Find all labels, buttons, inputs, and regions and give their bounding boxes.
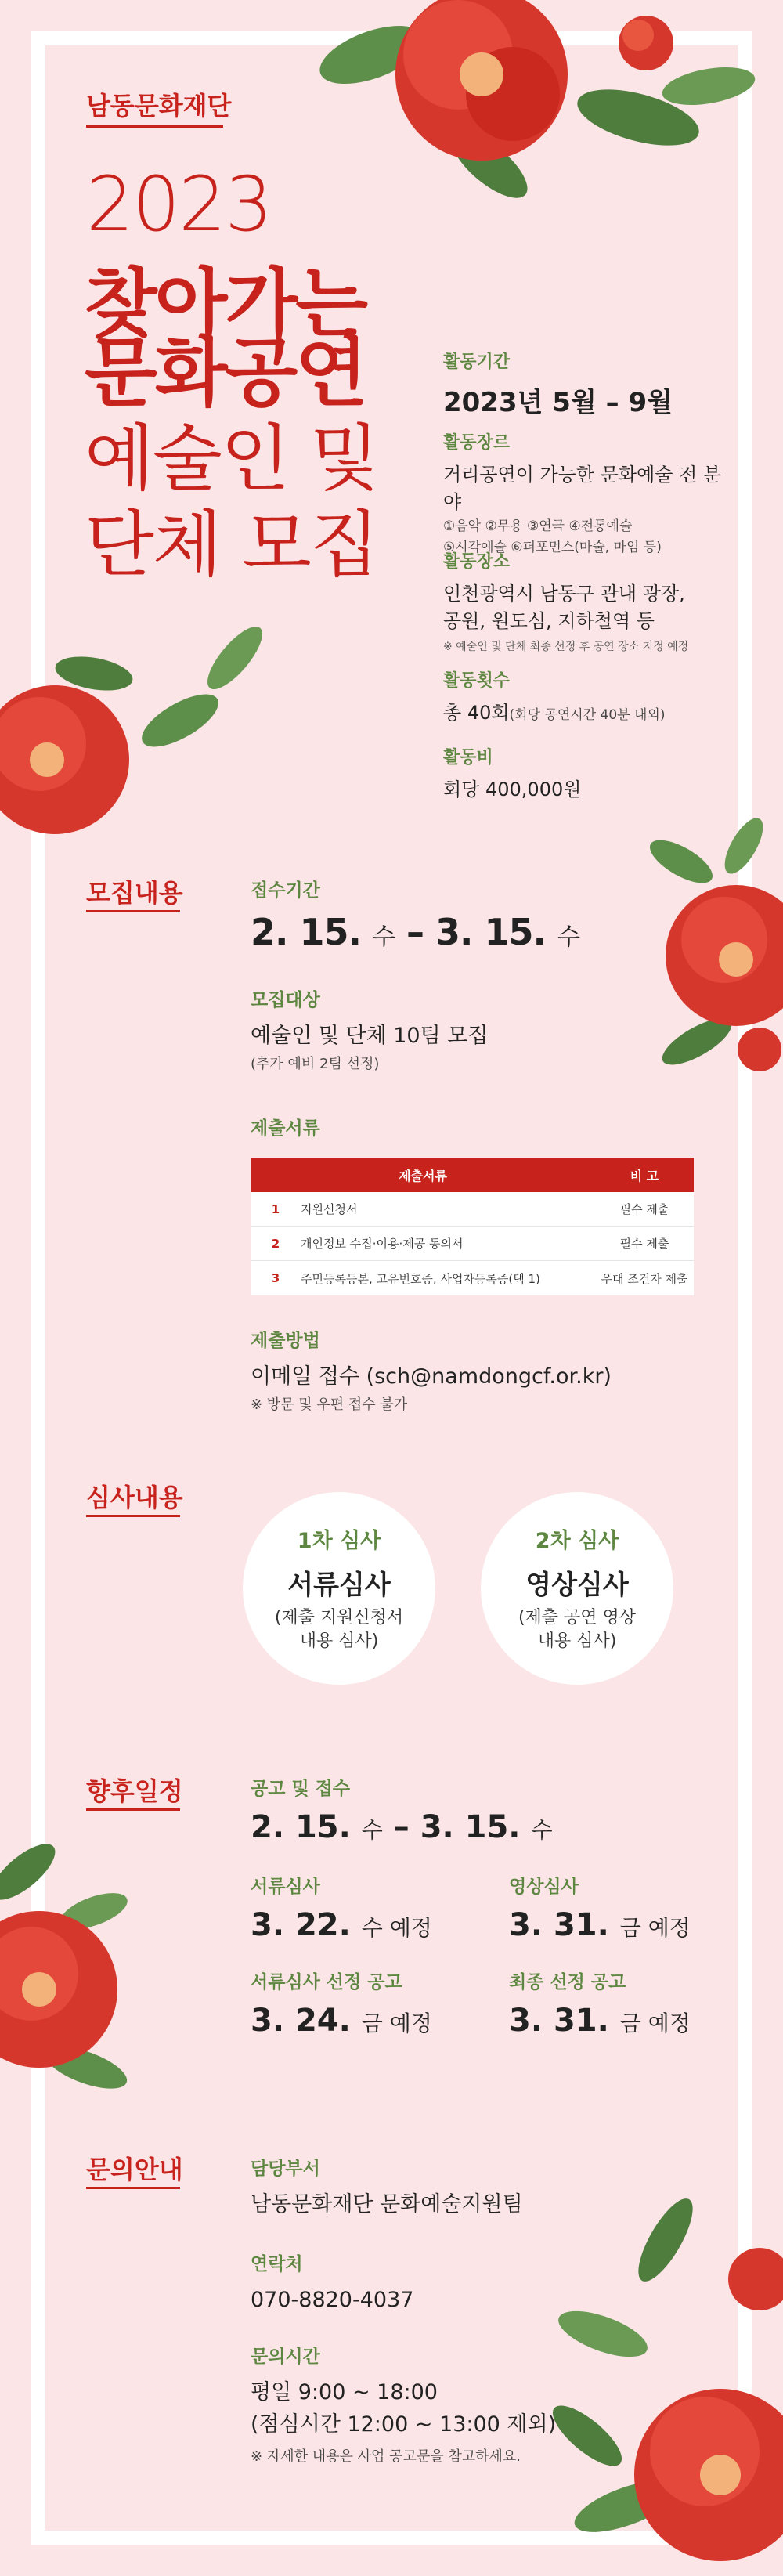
section-title-recruit: 모집내용 <box>86 878 183 908</box>
table-row <box>251 1192 694 1227</box>
camellia-flower-top-right <box>301 0 783 235</box>
schedule-doc-review-label: 서류심사 <box>251 1877 320 1897</box>
recruit-period <box>251 876 579 953</box>
contact-dept <box>251 2154 523 2221</box>
info-place-label: 활동장소 <box>443 552 511 572</box>
recruit-target-value: 예술인 및 단체 10팀 모집 <box>251 1024 489 1048</box>
recruit-method-value: 이메일 접수 (sch@namdongcf.or.kr) <box>251 1364 612 1389</box>
info-genre-list-1: ①음악 ②무용 ③연극 ④전통예술 <box>443 518 633 534</box>
recruit-period-dash: – <box>406 911 424 953</box>
review-first-desc-1: (제출 지원신청서 <box>274 1608 404 1628</box>
schedule-video-review-label: 영상심사 <box>509 1877 579 1897</box>
schedule-final-date: 3. 31. <box>509 2003 609 2039</box>
schedule-notice-start: 2. 15. <box>251 1809 351 1845</box>
table-row <box>251 1261 694 1295</box>
schedule-notice-start-day: 수 <box>361 1817 383 1843</box>
review-first-label: 1차 심사 <box>297 1529 381 1554</box>
table-header-note: 비 고 <box>630 1168 659 1183</box>
table-cell-doc: 개인정보 수집·이용·제공 동의서 <box>301 1237 464 1251</box>
contact-hours-label: 문의시간 <box>251 2347 320 2367</box>
contact-phone-value: 070-8820-4037 <box>251 2288 414 2312</box>
table-cell-doc: 주민등록등본, 고유번호증, 사업자등록증(택 1) <box>301 1271 540 1286</box>
section-title-review: 심사내용 <box>86 1483 183 1512</box>
table-cell-doc: 지원신청서 <box>301 1202 358 1216</box>
recruit-period-end: 3. 15. <box>435 911 546 953</box>
contact-hours <box>251 2342 556 2466</box>
schedule-notice <box>251 1774 553 1845</box>
review-second-label: 2차 심사 <box>535 1529 619 1554</box>
info-genre <box>443 429 725 558</box>
table-cell-no: 3 <box>271 1271 280 1285</box>
schedule-video-review-date: 3. 31. <box>509 1907 609 1943</box>
info-place-value-2: 공원, 원도심, 지하철역 등 <box>443 609 655 632</box>
schedule-notice-label: 공고 및 접수 <box>251 1779 351 1799</box>
info-genre-label: 활동장르 <box>443 433 511 453</box>
info-place-note: ※ 예술인 및 단체 최종 선정 후 공연 장소 지정 예정 <box>443 640 689 653</box>
section-title-schedule: 향후일정 <box>86 1776 183 1806</box>
table-row <box>251 1227 694 1261</box>
camellia-flower-left-lower <box>0 1841 141 2107</box>
title-line-1: 찾아가는 <box>85 260 366 348</box>
schedule-doc-result-date: 3. 24. <box>251 2003 351 2039</box>
documents-table-header <box>251 1158 694 1192</box>
recruit-period-start-day: 수 <box>373 923 395 951</box>
recruit-method-note: ※ 방문 및 우편 접수 불가 <box>251 1396 408 1413</box>
table-cell-note: 우대 조건자 제출 <box>601 1271 688 1286</box>
review-second-title: 영상심사 <box>525 1570 629 1602</box>
contact-dept-value: 남동문화재단 문화예술지원팀 <box>251 2192 523 2217</box>
title-year: 2023 <box>86 161 272 248</box>
info-genre-value: 거리공연이 가능한 문화예술 전 분야 <box>443 464 722 513</box>
info-period-label: 활동기간 <box>443 352 511 372</box>
section-underline-recruit <box>86 910 180 912</box>
contact-phone-label: 연락처 <box>251 2254 303 2274</box>
recruit-docs-label: 제출서류 <box>251 1118 320 1139</box>
contact-dept-label: 담당부서 <box>251 2159 320 2179</box>
section-underline-schedule <box>86 1808 180 1811</box>
schedule-doc-result-day: 금 예정 <box>361 2011 432 2036</box>
schedule-doc-review-day: 수 예정 <box>361 1915 432 1941</box>
review-second-desc-1: (제출 공연 영상 <box>518 1608 637 1628</box>
section-underline-review <box>86 1515 180 1517</box>
review-circle-first <box>243 1492 435 1685</box>
schedule-final-day: 금 예정 <box>619 2011 691 2036</box>
review-first-desc-2: 내용 심사) <box>299 1631 379 1651</box>
camellia-flower-right-mid <box>650 815 783 1081</box>
schedule-doc-result-label: 서류심사 선정 공고 <box>251 1972 402 1993</box>
info-place-value-1: 인천광역시 남동구 관내 광장, <box>443 583 685 605</box>
title-line-2: 문화공연 <box>85 329 366 417</box>
schedule-final <box>509 1967 691 2039</box>
info-count-note: (회당 공연시간 40분 내외) <box>509 707 666 723</box>
title-line-4: 단체 모집 <box>85 503 378 587</box>
table-cell-note: 필수 제출 <box>619 1202 669 1216</box>
review-circle-second <box>481 1492 673 1685</box>
recruit-method-label: 제출방법 <box>251 1331 320 1351</box>
review-second-desc-2: 내용 심사) <box>537 1631 617 1651</box>
schedule-doc-result <box>251 1967 432 2039</box>
info-place <box>443 548 725 654</box>
camellia-flower-left-mid <box>0 627 282 854</box>
recruit-target-label: 모집대상 <box>251 990 320 1010</box>
table-cell-note: 필수 제출 <box>619 1237 669 1251</box>
schedule-notice-end: 3. 15. <box>420 1809 521 1845</box>
camellia-flower-bottom-right <box>540 2177 783 2576</box>
table-cell-no: 1 <box>271 1201 280 1216</box>
recruit-period-start: 2. 15. <box>251 911 361 953</box>
schedule-video-review-day: 금 예정 <box>619 1915 691 1941</box>
organization-underline <box>86 125 223 128</box>
info-fee-label: 활동비 <box>443 748 493 768</box>
info-genre-list-2: ⑤시각예술 ⑥퍼포먼스(마술, 마임 등) <box>443 539 662 555</box>
recruit-period-end-day: 수 <box>557 923 579 951</box>
section-title-contact: 문의안내 <box>86 2155 183 2184</box>
title-line-3: 예술인 및 <box>85 417 378 500</box>
contact-hours-note: ※ 자세한 내용은 사업 공고문을 참고하세요. <box>251 2448 521 2465</box>
info-fee <box>443 744 725 804</box>
recruit-target-note: (추가 예비 2팀 선정) <box>251 1055 380 1072</box>
schedule-notice-dash: – <box>393 1809 410 1845</box>
section-underline-contact <box>86 2187 180 2189</box>
organization-name: 남동문화재단 <box>86 91 232 121</box>
info-count-value: 총 40회 <box>443 702 510 724</box>
table-cell-no: 2 <box>271 1236 280 1251</box>
info-count <box>443 667 725 727</box>
info-period <box>443 349 725 419</box>
info-fee-value: 회당 400,000원 <box>443 779 582 800</box>
schedule-video-review <box>509 1872 691 1943</box>
contact-phone <box>251 2249 413 2317</box>
schedule-notice-end-day: 수 <box>531 1817 553 1843</box>
review-first-title: 서류심사 <box>287 1570 391 1602</box>
info-count-label: 활동횟수 <box>443 671 511 691</box>
contact-hours-value-1: 평일 9:00 ~ 18:00 <box>251 2380 438 2404</box>
schedule-doc-review-date: 3. 22. <box>251 1907 351 1943</box>
documents-table <box>251 1158 694 1295</box>
contact-hours-value-2: (점심시간 12:00 ~ 13:00 제외) <box>251 2412 557 2437</box>
schedule-final-label: 최종 선정 공고 <box>509 1972 626 1993</box>
recruit-method <box>251 1326 612 1414</box>
recruit-target <box>251 985 488 1073</box>
schedule-doc-review <box>251 1872 432 1943</box>
table-header-doc: 제출서류 <box>399 1168 447 1183</box>
info-period-value: 2023년 5월 – 9월 <box>443 387 673 418</box>
recruit-period-label: 접수기간 <box>251 880 320 901</box>
